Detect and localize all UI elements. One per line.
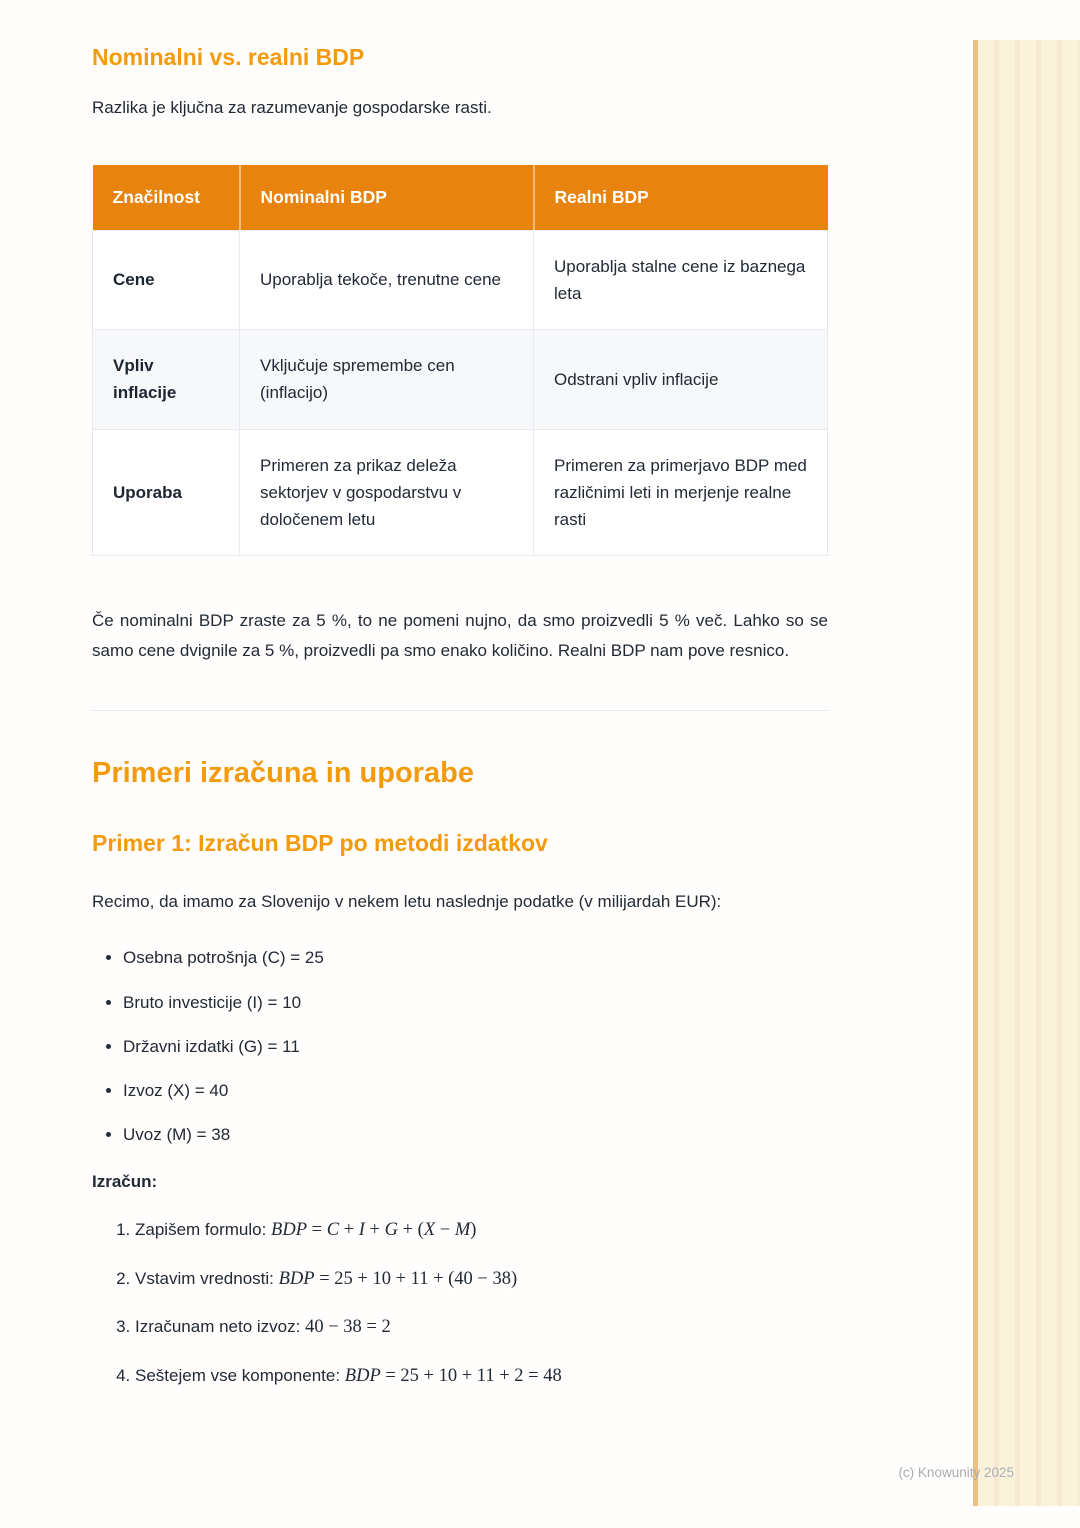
table-cell-nominal: Vključuje spremembe cen (inflacijo) (240, 330, 534, 429)
data-bullet-list (92, 944, 828, 1148)
table-cell-real: Uporablja stalne cene iz baznega leta (534, 230, 828, 329)
list-item: • Uvoz (M) = 38 (123, 1121, 828, 1148)
step-formula: BDP = C + I + G + (X − M) (271, 1220, 477, 1241)
table-cell-label: Uporaba (93, 429, 240, 556)
step-formula: 40 − 38 = 2 (305, 1317, 391, 1338)
note-paragraph: Če nominalni BDP zraste za 5 %, to ne pomeni nujno, da smo proizvedli 5 % več. Lahko so se samo cene dvignile za 5 %, proizvedli pa smo enako količino. Realni BDP nam pove resnico. (92, 611, 828, 660)
table-cell-real: Primeren za primerjavo BDP med različnimi leti in merjenje realne rasti (534, 429, 828, 556)
list-item: • Osebna potrošnja (C) = 25 (123, 944, 828, 971)
table-cell-nominal: Primeren za prikaz deleža sektorjev v gospodarstvu v določenem letu (240, 429, 534, 556)
table-cell-real: Odstrani vpliv inflacije (534, 330, 828, 429)
list-item: • Bruto investicije (I) = 10 (123, 989, 828, 1016)
step-item (135, 1313, 828, 1343)
calculation-steps-list (104, 1216, 828, 1391)
table-header-row (93, 165, 828, 231)
table-row (93, 330, 828, 429)
subheading-primer-1: Primer 1: Izračun BDP po metodi izdatkov (92, 829, 548, 856)
content-area (92, 44, 828, 1411)
table-cell-label: Cene (93, 230, 240, 329)
copyright-footer: (c) Knowunity 2025 (898, 1465, 1014, 1480)
section-heading-nominal-vs-real: Nominalni vs. realni BDP (92, 44, 365, 70)
page-edge-decoration (978, 40, 1080, 1506)
table-cell-label: Vpliv inflacije (93, 330, 240, 429)
main-heading-primeri: Primeri izračuna in uporabe (92, 756, 474, 789)
step-item (135, 1216, 828, 1246)
table-cell-nominal: Uporablja tekoče, trenutne cene (240, 230, 534, 329)
list-item: • Izvoz (X) = 40 (123, 1077, 828, 1104)
step-formula: BDP = 25 + 10 + 11 + (40 − 38) (278, 1268, 518, 1289)
step-item (135, 1362, 828, 1392)
table-header-realni-bdp: Realni BDP (534, 165, 828, 231)
section-divider (92, 710, 828, 711)
section-intro-text: Razlika je ključna za razumevanje gospodarske rasti. (92, 98, 492, 117)
table-header-znacilnost: Značilnost (93, 165, 240, 231)
page-edge-line (973, 40, 978, 1506)
example-intro-text: Recimo, da imamo za Slovenijo v nekem letu naslednje podatke (v milijardah EUR): (92, 891, 722, 911)
calculation-label: Izračun: (92, 1172, 158, 1192)
list-item: • Državni izdatki (G) = 11 (123, 1033, 828, 1060)
step-text: Vstavim vrednosti: (135, 1268, 279, 1288)
bdp-comparison-table (92, 165, 828, 556)
step-text: Izračunam neto izvoz: (135, 1317, 306, 1337)
step-text: Zapišem formulo: (135, 1220, 272, 1240)
table-row (93, 429, 828, 556)
step-formula: BDP = 25 + 10 + 11 + 2 = 48 (344, 1366, 562, 1387)
step-text: Seštejem vse komponente: (135, 1366, 345, 1386)
table-header-nominalni-bdp: Nominalni BDP (240, 165, 534, 231)
table-row (93, 230, 828, 329)
step-item (135, 1265, 828, 1295)
